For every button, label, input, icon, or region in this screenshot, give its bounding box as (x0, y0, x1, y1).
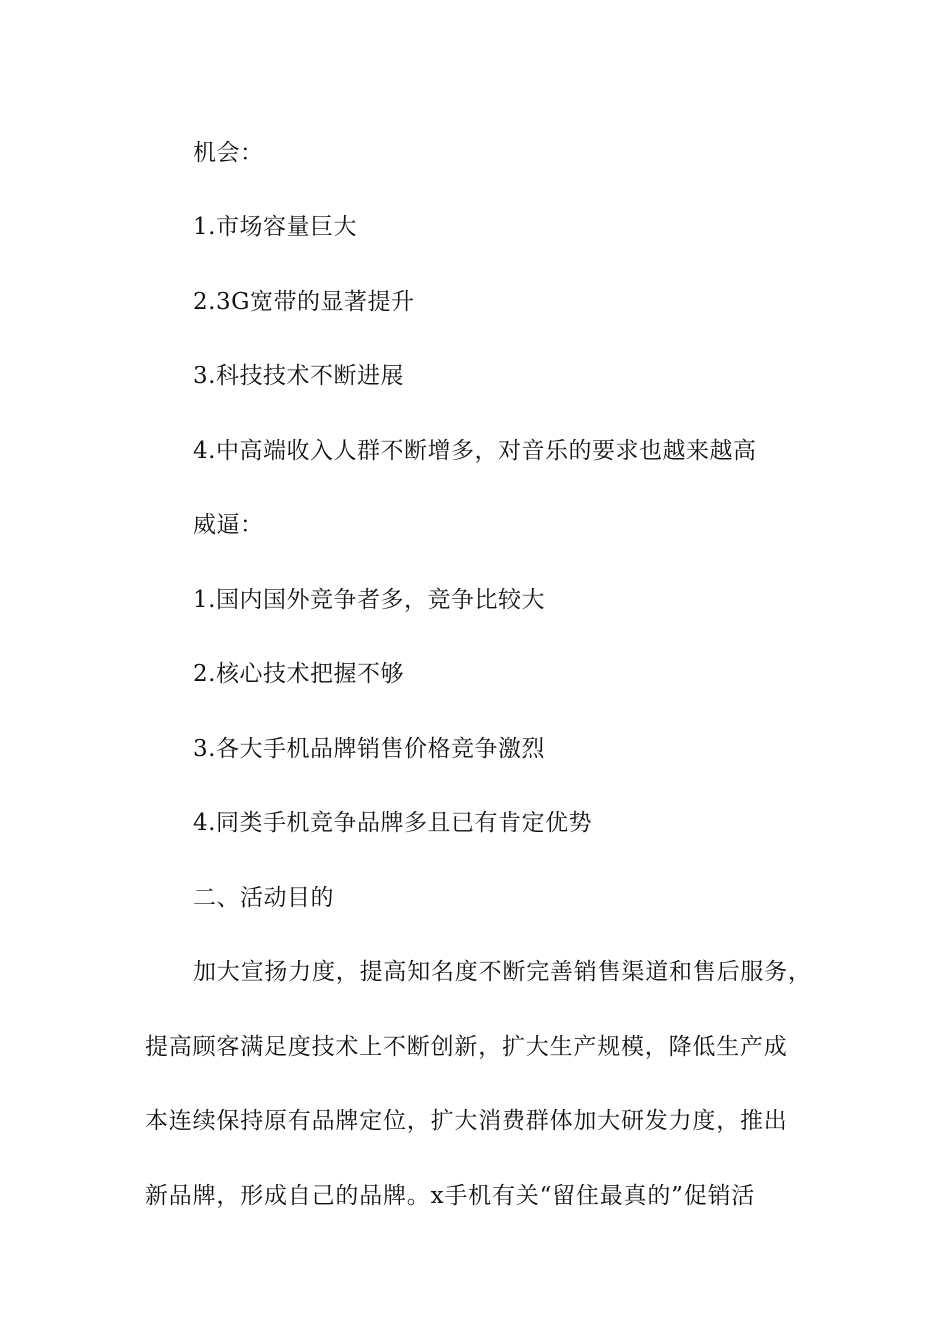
opportunities-heading: 机会： (193, 140, 264, 166)
paragraph-line-1: 加大宣扬力度，提高知名度不断完善销售渠道和售后服务， (193, 959, 812, 985)
paragraph-line-4: 新品牌，形成自己的品牌。x手机有关“留住最真的”促销活 (145, 1183, 756, 1209)
opportunity-item-4: 4.中高端收入人群不断增多，对音乐的要求也越来越高 (193, 438, 757, 464)
opportunity-item-3: 3.科技技术不断进展 (193, 363, 404, 389)
threats-heading: 威逼： (193, 512, 264, 538)
paragraph-line-2: 提高顾客满足度技术上不断创新，扩大生产规模，降低生产成 (145, 1034, 788, 1060)
threat-item-4: 4.同类手机竞争品牌多且已有肯定优势 (193, 810, 592, 836)
paragraph-line-3: 本连续保持原有品牌定位，扩大消费群体加大研发力度，推出 (145, 1108, 788, 1134)
opportunity-item-2: 2.3G宽带的显著提升 (193, 289, 415, 315)
threat-item-3: 3.各大手机品牌销售价格竞争激烈 (193, 736, 545, 762)
opportunity-item-1: 1.市场容量巨大 (193, 214, 357, 240)
section-two-heading: 二、活动目的 (193, 885, 334, 911)
threat-item-1: 1.国内国外竞争者多，竞争比较大 (193, 587, 545, 613)
threat-item-2: 2.核心技术把握不够 (193, 661, 404, 687)
